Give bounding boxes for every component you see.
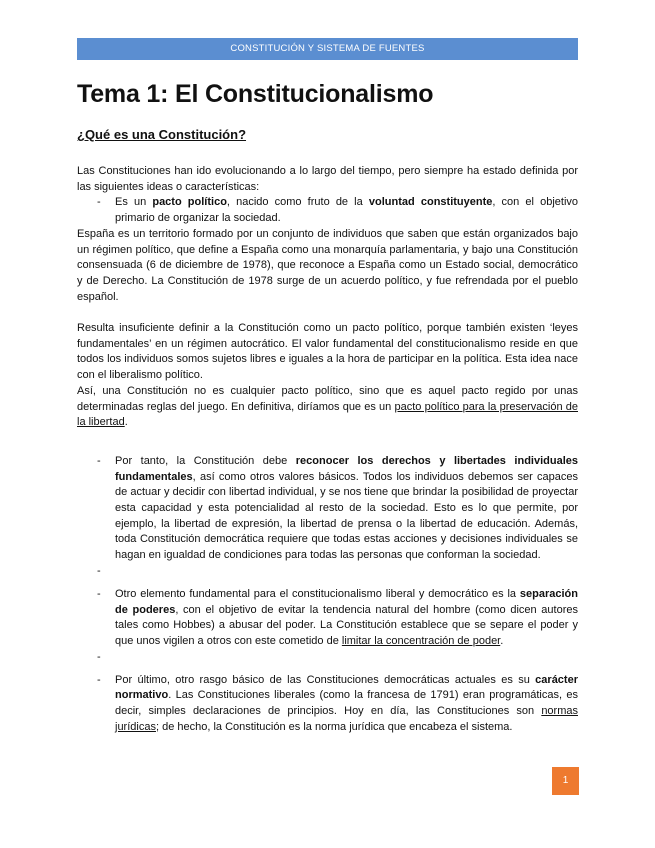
features-list	[77, 454, 578, 736]
intro-paragraph: Las Constituciones han ido evolucionando a lo largo del tiempo, pero siempre ha estado definida por las siguientes ideas o características:	[77, 165, 578, 193]
list-item: - Por tanto, la Constitución debe reconocer los derechos y libertades individuales fundamentales, así como otros valores básicos. Todos los individuos debemos ser capaces de actuar y decidir con libertad individual, y se nos tiene que brindar la posibilidad de proyectar esta capacidad y esta potencialidad al resto de la sociedad. Esto es lo que permite, por ejemplo, la libertad de expresión, la libertad de prensa o la libertad de educación. Además, toda Constitución democrática requiere que todas estas acciones y decisiones individuales se hagan en igualdad de condiciones para todas las personas que conforman la sociedad.	[77, 454, 578, 564]
list-item: - Por último, otro rasgo básico de las Constituciones democráticas actuales es su carácter normativo. Las Constituciones liberales (como la francesa de 1791) eran programáticas, es decir, simples declaraciones de principios. Hoy en día, las Constituciones son normas jurídicas; de hecho, la Constitución es la norma jurídica que encabeza el sistema.	[77, 673, 578, 736]
document-body	[77, 164, 578, 735]
page-title: Tema 1: El Constitucionalismo	[77, 80, 434, 108]
section-heading: ¿Qué es una Constitución?	[77, 127, 247, 142]
list-item: - Es un pacto político, nacido como fruto de la voluntad constituyente, con el objetivo primario de organizar la sociedad.	[77, 195, 578, 226]
definition-list	[77, 195, 578, 226]
spain-paragraph: España es un territorio formado por un conjunto de individuos que saben que están organizados bajo un régimen político, que define a España como una monarquía parlamentaria, y bajo una Constitución consensuada (6 de diciembre de 1978), que reconoce a España como un Estado social, democrático y de Derecho. La Constitución de 1978 surge de un acuerdo político, y fue refrendada por el pueblo español.	[77, 227, 578, 303]
list-item: - Otro elemento fundamental para el constitucionalismo liberal y democrático es la separación de poderes, con el objetivo de evitar la tendencia natural del hombre (como dicen autores tales como Hobbes) a abusar del poder. La Constitución establece que se separe el poder y que unos vigilen a otros con este cometido de limitar la concentración de poder.	[77, 587, 578, 650]
asi-paragraph: Así, una Constitución no es cualquier pacto político, sino que es aquel pacto regido por unas determinadas reglas del juego. En definitiva, diríamos que es un pacto político para la preservación de la libertad.	[77, 384, 578, 429]
running-header: CONSTITUCIÓN Y SISTEMA DE FUENTES	[77, 38, 578, 60]
page-number-badge: 1	[552, 767, 579, 795]
insufficient-paragraph: Resulta insuficiente definir a la Constitución como un pacto político, porque también existen ‘leyes fundamentales’ en un régimen autocrático. El valor fundamental del constitucionalismo reside en que todos los individuos somos sujetos libres e iguales a la hora de participar en la política. Esta idea nace con el liberalismo político.	[77, 322, 578, 382]
